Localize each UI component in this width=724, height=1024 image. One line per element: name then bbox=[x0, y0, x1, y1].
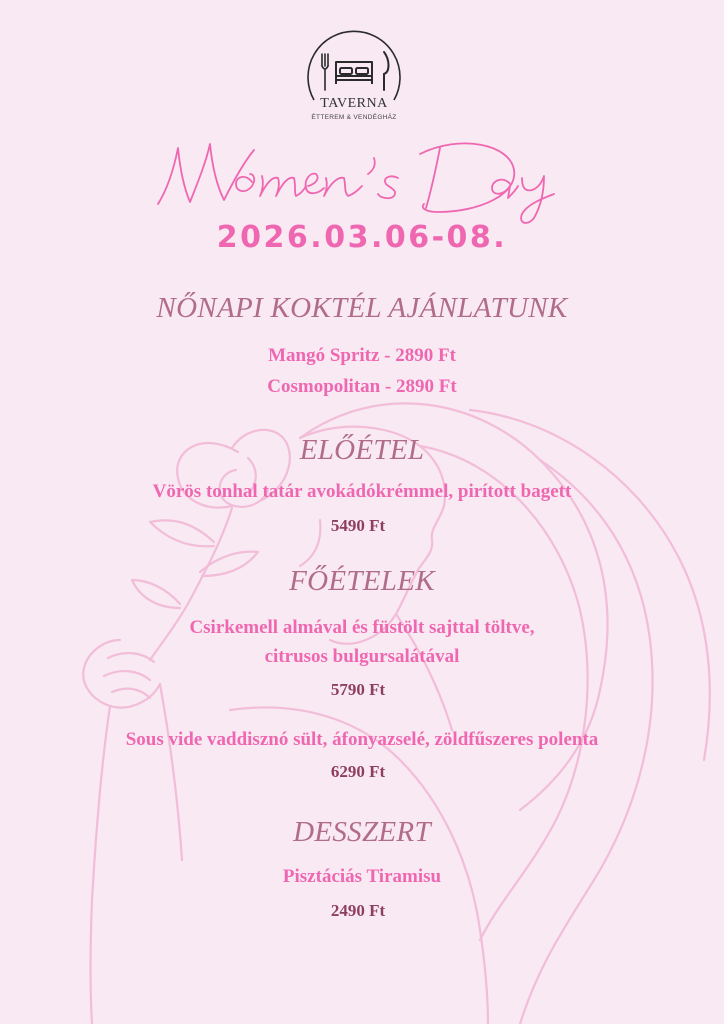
main-dish-1-line-2: citrusos bulgursalátával bbox=[264, 646, 460, 667]
main-dish-2-price: 6290 Ft bbox=[330, 762, 386, 781]
section-title-dessert: DESSZERT bbox=[293, 816, 431, 848]
dessert-item: Pisztáciás Tiramisu bbox=[282, 866, 442, 887]
starter-item: Vörös tonhal tatár avokádókrémmel, pirított bagett bbox=[152, 481, 572, 502]
section-title-starter: ELŐÉTEL bbox=[299, 434, 425, 466]
dessert-price: 2490 Ft bbox=[330, 901, 386, 920]
womens-day-script-title bbox=[150, 128, 570, 228]
event-date: 2026.03.06-08. bbox=[216, 220, 508, 255]
cocktail-item: Cosmopolitan - 2890 Ft bbox=[267, 376, 457, 397]
knife-icon bbox=[306, 22, 402, 128]
logo-subtitle: ÉTTEREM & VENDÉGHÁZ bbox=[311, 114, 397, 121]
starter-price: 5490 Ft bbox=[330, 516, 386, 535]
section-title-mains: FŐÉTELEK bbox=[289, 565, 435, 597]
section-title-cocktails: NŐNAPI KOKTÉL AJÁNLATUNK bbox=[156, 292, 568, 324]
main-dish-2: Sous vide vaddisznó sült, áfonyazselé, zöldfűszeres polenta bbox=[125, 729, 599, 750]
main-dish-1-price: 5790 Ft bbox=[330, 680, 386, 699]
logo-name: TAVERNA bbox=[320, 96, 388, 111]
taverna-logo bbox=[306, 22, 402, 128]
main-dish-1-line-1: Csirkemell almával és füstölt sajttal töltve, bbox=[189, 617, 535, 638]
cocktail-item: Mangó Spritz - 2890 Ft bbox=[268, 345, 456, 366]
